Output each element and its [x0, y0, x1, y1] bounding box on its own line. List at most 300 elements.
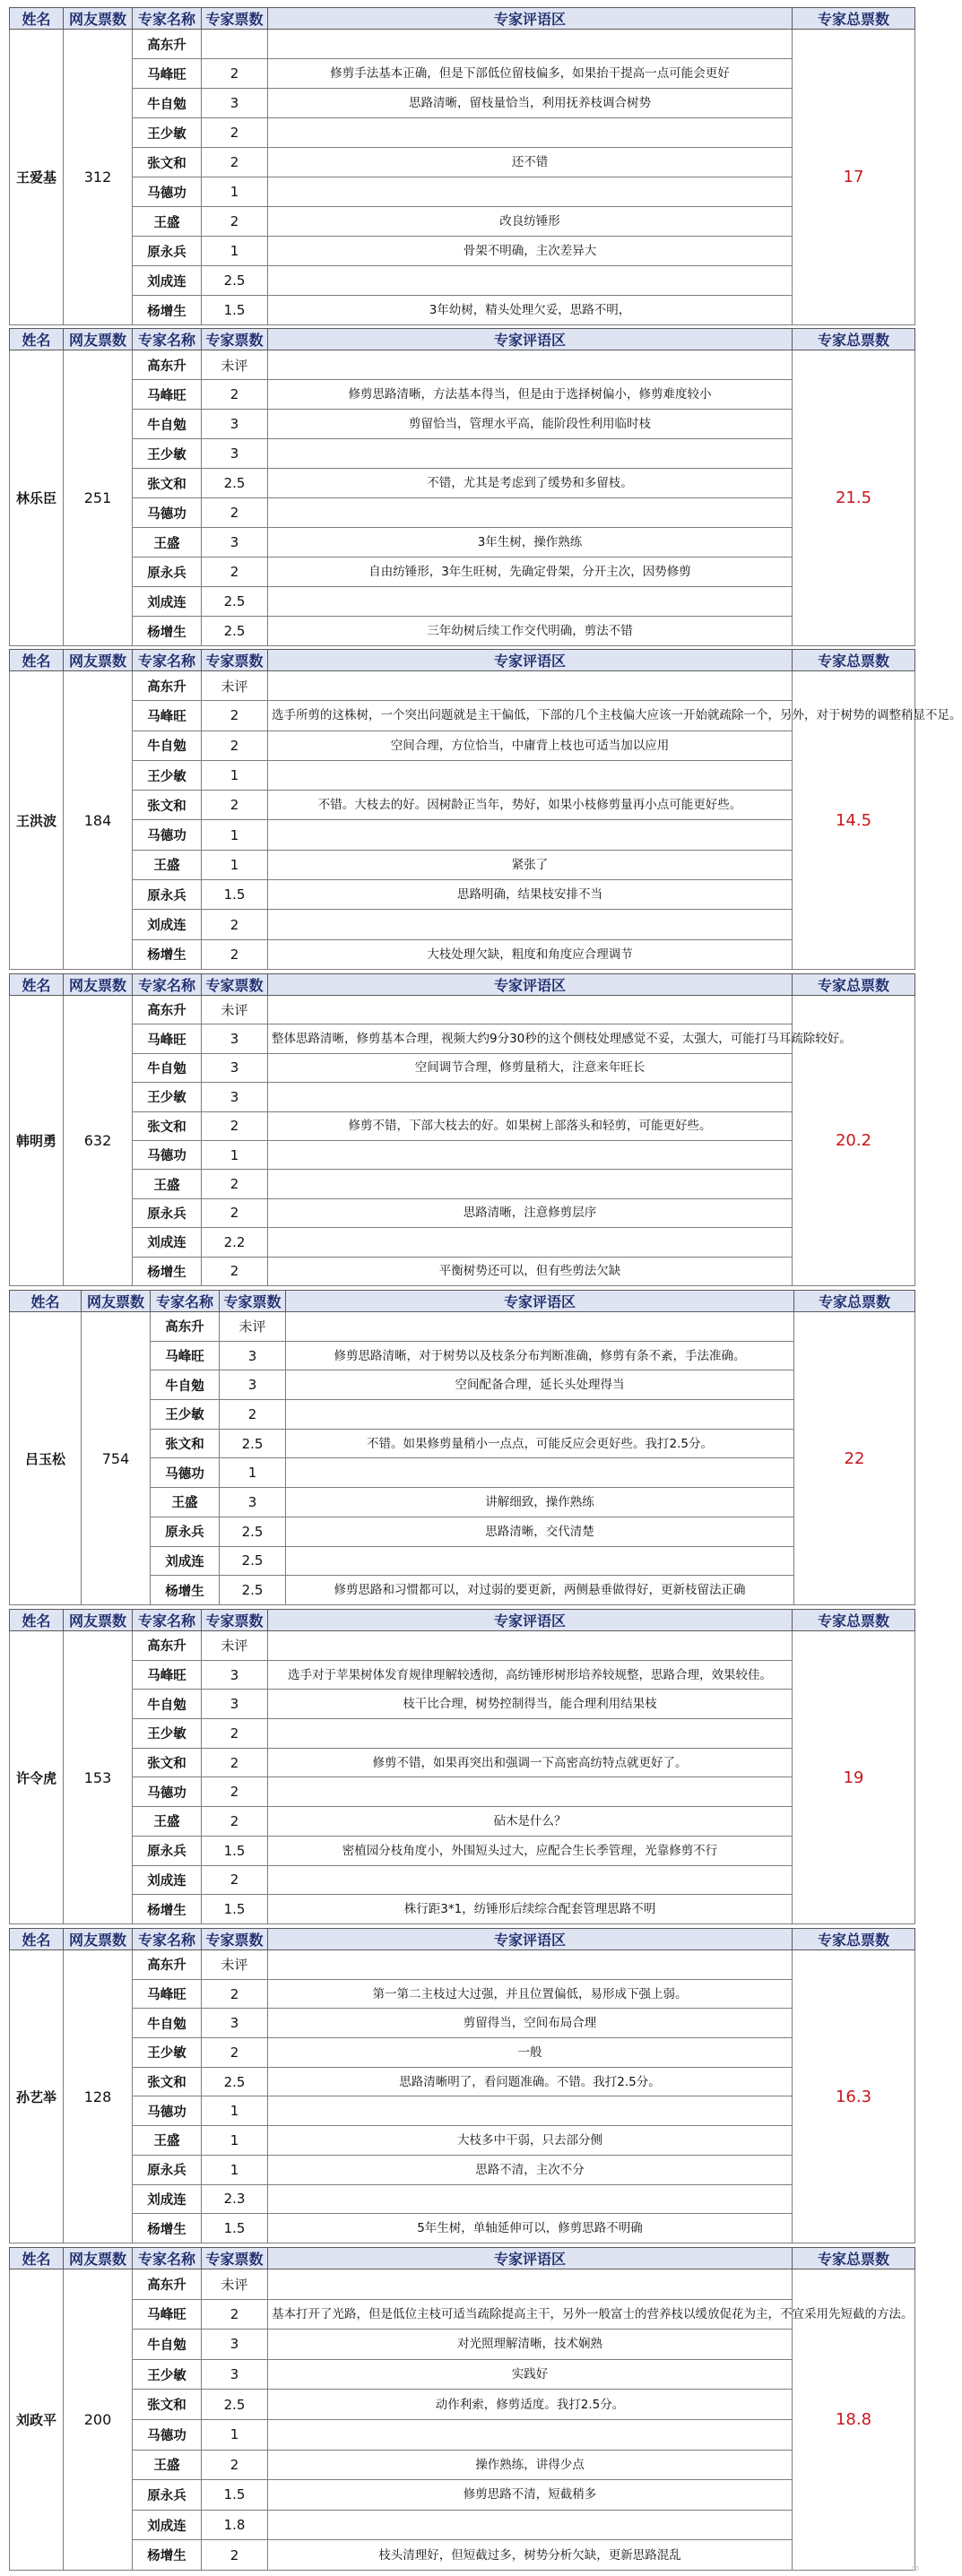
expert-name: 王少敏: [133, 118, 202, 148]
expert-name: 刘成连: [133, 910, 202, 939]
expert-name: 王少敏: [133, 1719, 202, 1749]
table-row: [10, 791, 915, 820]
header-name: 姓名: [10, 650, 64, 671]
expert-name: 马峰旺: [133, 1024, 202, 1053]
expert-name: 刘成连: [133, 587, 202, 617]
expert-name: 杨增生: [133, 617, 202, 646]
table-row: [10, 266, 915, 296]
table-row: [10, 2330, 915, 2360]
expert-score: 1.5: [202, 880, 268, 910]
table-row: [10, 2450, 915, 2480]
contestant-table: [9, 2247, 915, 2571]
expert-total: 19: [793, 1631, 915, 1924]
expert-total: 18.8: [793, 2269, 915, 2571]
table-row: [10, 1228, 915, 1257]
expert-name: 王少敏: [133, 760, 202, 790]
header-total: 专家总票数: [793, 1929, 915, 1950]
expert-comment: [268, 910, 793, 939]
expert-name: 原永兵: [133, 880, 202, 910]
table-row: [10, 469, 915, 498]
expert-name: 张文和: [133, 1111, 202, 1140]
expert-score: 未评: [220, 1312, 286, 1342]
expert-score: 3: [220, 1370, 286, 1400]
header-comment: 专家评语区: [268, 8, 793, 30]
header-total: 专家总票数: [793, 329, 915, 350]
expert-name: 马德功: [133, 820, 202, 850]
header-expert: 专家名称: [133, 8, 202, 30]
table-row: [10, 2067, 915, 2096]
table-row: [10, 1660, 915, 1690]
expert-name: 牛自勉: [133, 410, 202, 439]
expert-score: 2.5: [202, 266, 268, 296]
expert-name: 马峰旺: [151, 1341, 220, 1370]
header-comment: 专家评语区: [268, 1929, 793, 1950]
expert-name: 刘成连: [151, 1546, 220, 1576]
expert-comment: 选手所剪的这株树，一个突出问题就是主干偏低，下部的几个主枝偏大应该一开始就疏除一个，另外，对于树势的调整稍显不足。: [268, 701, 793, 730]
expert-name: 王盛: [133, 1807, 202, 1837]
expert-score: 2: [202, 1111, 268, 1140]
expert-total: 22: [794, 1312, 915, 1605]
watermark: ∞: [911, 2562, 920, 2574]
expert-name: 高东升: [133, 2269, 202, 2300]
expert-score: 2.5: [202, 587, 268, 617]
expert-score: 2.5: [220, 1546, 286, 1576]
expert-name: 张文和: [133, 1748, 202, 1777]
table-row: [10, 1979, 915, 2009]
header-name: 姓名: [10, 2248, 64, 2269]
table-row: [10, 148, 915, 177]
contestant-name: 韩明勇: [10, 996, 64, 1286]
header-expert: 专家名称: [151, 1291, 220, 1312]
expert-total: 14.5: [793, 671, 915, 970]
expert-comment: [268, 498, 793, 528]
expert-name: 马峰旺: [133, 1660, 202, 1690]
expert-score: 1: [202, 2419, 268, 2450]
expert-name: 原永兵: [133, 237, 202, 266]
header-expert-votes: 专家票数: [202, 8, 268, 30]
expert-comment: 一般: [268, 2038, 793, 2068]
table-row: [10, 2359, 915, 2390]
expert-name: 马峰旺: [133, 2299, 202, 2330]
expert-comment: 空间调节合理，修剪量稍大，注意来年旺长: [268, 1053, 793, 1082]
table-row: [10, 2480, 915, 2511]
expert-name: 高东升: [151, 1312, 220, 1342]
expert-comment: [268, 760, 793, 790]
expert-comment: 空间配备合理，延长头处理得当: [286, 1370, 794, 1400]
table-row: [10, 439, 915, 469]
contestant-table: [9, 1928, 915, 2243]
table-row: [10, 2155, 915, 2184]
expert-comment: 对光照理解清晰，技术娴熟: [268, 2330, 793, 2360]
expert-score: 2.5: [220, 1517, 286, 1546]
header-name: 姓名: [10, 1291, 82, 1312]
table-row: [10, 1140, 915, 1169]
expert-comment: 不错，尤其是考虑到了缓势和多留枝。: [268, 469, 793, 498]
expert-score: 2: [202, 2540, 268, 2571]
expert-score: 2: [202, 1257, 268, 1285]
table-row: [10, 1777, 915, 1807]
expert-name: 杨增生: [133, 2214, 202, 2243]
expert-comment: [268, 118, 793, 148]
contestant-table: [9, 328, 915, 646]
expert-score: 2: [202, 207, 268, 237]
expert-comment: 不错。如果修剪量稍小一点点，可能反应会更好些。我打2.5分。: [286, 1429, 794, 1458]
expert-comment: [268, 1083, 793, 1111]
table-row: [10, 30, 915, 59]
table-row: [10, 880, 915, 910]
expert-name: 杨增生: [133, 296, 202, 325]
table-row: [10, 2269, 915, 2300]
contestant-name: 吕玉松: [10, 1312, 82, 1605]
expert-name: 杨增生: [133, 939, 202, 969]
expert-name: 牛自勉: [151, 1370, 220, 1400]
table-row: [10, 1895, 915, 1924]
expert-name: 高东升: [133, 1950, 202, 1980]
expert-score: 1.5: [202, 296, 268, 325]
expert-score: 3: [202, 1083, 268, 1111]
expert-total: 17: [793, 30, 915, 325]
expert-total: 21.5: [793, 350, 915, 646]
expert-name: 原永兵: [133, 2155, 202, 2184]
expert-name: 王盛: [151, 1488, 220, 1517]
expert-score: 2.5: [202, 2067, 268, 2096]
header-expert-votes: 专家票数: [202, 2248, 268, 2269]
header-comment: 专家评语区: [268, 1610, 793, 1631]
expert-name: 王少敏: [133, 2038, 202, 2068]
expert-score: 2: [202, 791, 268, 820]
netizen-votes: 312: [64, 30, 133, 325]
expert-name: 原永兵: [151, 1517, 220, 1546]
netizen-votes: 153: [64, 1631, 133, 1924]
header-expert: 专家名称: [133, 329, 202, 350]
header-expert-votes: 专家票数: [202, 1929, 268, 1950]
expert-comment: 剪留恰当，管理水平高，能阶段性利用临时枝: [268, 410, 793, 439]
expert-name: 杨增生: [151, 1576, 220, 1605]
expert-name: 张文和: [133, 2390, 202, 2420]
table-row: [10, 237, 915, 266]
contestant-name: 王洪波: [10, 671, 64, 970]
expert-name: 王盛: [133, 1170, 202, 1198]
expert-name: 王盛: [133, 2126, 202, 2156]
expert-score: 3: [202, 89, 268, 118]
expert-name: 杨增生: [133, 1895, 202, 1924]
expert-score: 2: [202, 730, 268, 760]
expert-name: 张文和: [133, 469, 202, 498]
expert-comment: 整体思路清晰，修剪基本合理，视频大约9分30秒的这个侧枝处理感觉不妥，太强大，可能打马耳疏除较好。: [268, 1024, 793, 1053]
expert-total: 20.2: [793, 996, 915, 1286]
expert-comment: 思路不清，主次不分: [268, 2155, 793, 2184]
table-row: [10, 1719, 915, 1749]
expert-name: 牛自勉: [133, 730, 202, 760]
expert-comment: 砧木是什么？: [268, 1807, 793, 1837]
expert-comment: 修剪不错，下部大枝去的好。如果树上部落头和轻剪，可能更好些。: [268, 1111, 793, 1140]
expert-comment: 剪留得当，空间布局合理: [268, 2009, 793, 2038]
expert-comment: 株行距3*1，纺锤形后续综合配套管理思路不明: [268, 1895, 793, 1924]
expert-score: 2.5: [202, 617, 268, 646]
netizen-votes: 251: [64, 350, 133, 646]
table-row: [10, 1170, 915, 1198]
header-name: 姓名: [10, 1929, 64, 1950]
expert-comment: [268, 350, 793, 380]
table-row: [10, 118, 915, 148]
expert-comment: [268, 1777, 793, 1807]
expert-score: 未评: [202, 1950, 268, 1980]
header-votes: 网友票数: [64, 8, 133, 30]
expert-score: 2: [202, 118, 268, 148]
expert-score: 1: [220, 1458, 286, 1488]
expert-name: 原永兵: [133, 2480, 202, 2511]
expert-score: 2.2: [202, 1228, 268, 1257]
expert-total: 16.3: [793, 1950, 915, 2243]
expert-score: [202, 30, 268, 59]
expert-name: 马德功: [133, 498, 202, 528]
expert-name: 刘成连: [133, 2184, 202, 2214]
expert-score: 2: [202, 148, 268, 177]
expert-name: 高东升: [133, 350, 202, 380]
expert-comment: [268, 1228, 793, 1257]
expert-score: 1: [202, 2096, 268, 2126]
expert-name: 高东升: [133, 996, 202, 1024]
table-row: [10, 177, 915, 207]
contestant-table: [9, 7, 915, 325]
expert-score: 2.3: [202, 2184, 268, 2214]
expert-score: 1: [202, 2155, 268, 2184]
table-row: [10, 617, 915, 646]
expert-score: 1: [202, 237, 268, 266]
expert-score: 1: [202, 760, 268, 790]
expert-name: 马德功: [133, 2096, 202, 2126]
expert-score: 1.5: [202, 1895, 268, 1924]
table-row: [10, 671, 915, 701]
expert-comment: 思路清晰，交代清楚: [286, 1517, 794, 1546]
table-row: [10, 939, 915, 969]
expert-name: 杨增生: [133, 1257, 202, 1285]
expert-score: 1: [202, 850, 268, 879]
table-row: [10, 1836, 915, 1865]
expert-comment: 第一第二主枝过大过强，并且位置偏低，易形成下强上弱。: [268, 1979, 793, 2009]
expert-score: 未评: [202, 671, 268, 701]
expert-name: 刘成连: [133, 1228, 202, 1257]
table-row: [10, 1257, 915, 1285]
expert-comment: [268, 1631, 793, 1661]
expert-name: 杨增生: [133, 2540, 202, 2571]
expert-comment: 思路明确，结果枝安排不当: [268, 880, 793, 910]
expert-comment: 修剪思路清晰，方法基本得当，但是由于选择树偏小，修剪难度较小: [268, 380, 793, 410]
expert-name: 高东升: [133, 30, 202, 59]
header-expert-votes: 专家票数: [202, 329, 268, 350]
expert-score: 3: [202, 2009, 268, 2038]
expert-score: 3: [202, 2359, 268, 2390]
expert-score: 3: [202, 1024, 268, 1053]
expert-name: 原永兵: [133, 1836, 202, 1865]
expert-score: 3: [202, 410, 268, 439]
header-votes: 网友票数: [64, 1929, 133, 1950]
expert-comment: [268, 1140, 793, 1169]
table-row: [10, 730, 915, 760]
expert-name: 张文和: [133, 148, 202, 177]
expert-comment: 动作利索，修剪适度。我打2.5分。: [268, 2390, 793, 2420]
expert-comment: [268, 2096, 793, 2126]
expert-comment: [268, 671, 793, 701]
expert-name: 马峰旺: [133, 59, 202, 89]
expert-score: 2: [202, 498, 268, 528]
expert-score: 未评: [202, 350, 268, 380]
expert-comment: 修剪手法基本正确，但是下部低位留枝偏多，如果抬干提高一点可能会更好: [268, 59, 793, 89]
table-row: [10, 380, 915, 410]
header-expert-votes: 专家票数: [202, 650, 268, 671]
expert-comment: 3年生树，操作熟练: [268, 528, 793, 558]
header-votes: 网友票数: [64, 650, 133, 671]
header-expert-votes: 专家票数: [202, 1610, 268, 1631]
expert-comment: 思路清晰明了，看问题准确。不错。我打2.5分。: [268, 2067, 793, 2096]
header-votes: 网友票数: [64, 329, 133, 350]
contestant-table: [9, 649, 962, 970]
expert-score: 3: [220, 1341, 286, 1370]
table-row: [10, 528, 915, 558]
expert-comment: 枝头清理好，但短截过多，树势分析欠缺，更新思路混乱: [268, 2540, 793, 2571]
expert-comment: 密植园分枝角度小，外围短头过大，应配合生长季管理，光靠修剪不行: [268, 1836, 793, 1865]
contestant-table: [9, 973, 915, 1286]
header-comment: 专家评语区: [268, 650, 793, 671]
expert-name: 牛自勉: [133, 2330, 202, 2360]
expert-score: 3: [202, 439, 268, 469]
expert-score: 2: [202, 1979, 268, 2009]
header-name: 姓名: [10, 8, 64, 30]
table-row: [10, 350, 915, 380]
expert-comment: [268, 1950, 793, 1980]
contestant-name: 王爱基: [10, 30, 64, 325]
expert-name: 马德功: [133, 1777, 202, 1807]
expert-score: 3: [202, 528, 268, 558]
expert-comment: 3年幼树，精头处理欠妥，思路不明，: [268, 296, 793, 325]
expert-comment: [286, 1312, 794, 1342]
expert-score: 2: [202, 910, 268, 939]
expert-comment: 紧张了: [268, 850, 793, 879]
table-row: [10, 1807, 915, 1837]
expert-score: 1.8: [202, 2510, 268, 2540]
expert-comment: [268, 2510, 793, 2540]
table-row: [10, 2540, 915, 2571]
table-row: [10, 996, 915, 1024]
expert-name: 王少敏: [133, 1083, 202, 1111]
header-name: 姓名: [10, 974, 64, 996]
expert-name: 马德功: [133, 177, 202, 207]
expert-comment: 基本打开了光路，但是低位主枝可适当疏除提高主干，另外一般富士的营养枝以缓放促花为主，不宜采用先短截的方法。: [268, 2299, 793, 2330]
expert-comment: 实践好: [268, 2359, 793, 2390]
expert-comment: 操作熟练，讲得少点: [268, 2450, 793, 2480]
header-votes: 网友票数: [64, 974, 133, 996]
contestant-name: 刘政平: [10, 2269, 64, 2571]
expert-score: 2: [202, 1807, 268, 1837]
expert-comment: [268, 820, 793, 850]
header-total: 专家总票数: [793, 650, 915, 671]
expert-comment: 思路清晰，留枝量恰当，利用抚养枝调合树势: [268, 89, 793, 118]
expert-name: 张文和: [151, 1429, 220, 1458]
expert-score: 2.5: [202, 469, 268, 498]
expert-name: 王少敏: [133, 439, 202, 469]
expert-name: 张文和: [133, 791, 202, 820]
expert-comment: 骨架不明确，主次差异大: [268, 237, 793, 266]
header-votes: 网友票数: [64, 1610, 133, 1631]
expert-name: 高东升: [133, 671, 202, 701]
expert-name: 刘成连: [133, 1865, 202, 1895]
expert-comment: 枝干比合理，树势控制得当，能合理利用结果枝: [268, 1690, 793, 1719]
expert-comment: [268, 1170, 793, 1198]
table-row: [10, 2510, 915, 2540]
table-row: [10, 2184, 915, 2214]
expert-score: 1.5: [202, 1836, 268, 1865]
table-row: [10, 1690, 915, 1719]
expert-comment: [268, 1865, 793, 1895]
expert-score: 1.5: [202, 2214, 268, 2243]
expert-score: 2: [202, 1777, 268, 1807]
expert-name: 张文和: [133, 2067, 202, 2096]
contestant-table: [9, 1609, 915, 1924]
expert-score: 2: [202, 1719, 268, 1749]
expert-score: 1: [202, 1140, 268, 1169]
expert-comment: [286, 1546, 794, 1576]
expert-comment: [268, 177, 793, 207]
header-total: 专家总票数: [793, 2248, 915, 2269]
netizen-votes: 128: [64, 1950, 133, 2243]
table-row: [10, 1950, 915, 1980]
table-row: [10, 2419, 915, 2450]
expert-name: 马峰旺: [133, 380, 202, 410]
expert-comment: [268, 2419, 793, 2450]
expert-score: 2.5: [220, 1576, 286, 1605]
expert-name: 牛自勉: [133, 1053, 202, 1082]
netizen-votes: 754: [82, 1312, 151, 1605]
expert-comment: [268, 30, 793, 59]
expert-name: 牛自勉: [133, 2009, 202, 2038]
table-row: [10, 2009, 915, 2038]
table-row: [10, 2214, 915, 2243]
expert-score: 2: [220, 1400, 286, 1430]
expert-name: 王少敏: [133, 2359, 202, 2390]
expert-name: 王盛: [133, 207, 202, 237]
header-expert: 专家名称: [133, 1929, 202, 1950]
table-row: [10, 1024, 915, 1053]
expert-comment: 思路清晰，注意修剪层序: [268, 1198, 793, 1227]
expert-score: 2: [202, 59, 268, 89]
expert-name: 王盛: [133, 2450, 202, 2480]
expert-comment: 5年生树，单轴延伸可以，修剪思路不明确: [268, 2214, 793, 2243]
expert-comment: 还不错: [268, 148, 793, 177]
header-total: 专家总票数: [793, 1610, 915, 1631]
contestant-table: [9, 1290, 915, 1605]
expert-comment: [286, 1400, 794, 1430]
expert-comment: 大枝处理欠缺，粗度和角度应合理调节: [268, 939, 793, 969]
table-row: [10, 1865, 915, 1895]
expert-comment: 改良纺锤形: [268, 207, 793, 237]
expert-name: 王盛: [133, 850, 202, 879]
expert-score: 2: [202, 1748, 268, 1777]
table-row: [10, 2096, 915, 2126]
expert-name: 王少敏: [151, 1400, 220, 1430]
table-row: [10, 89, 915, 118]
expert-comment: 修剪思路和习惯都可以，对过弱的要更新，两侧悬垂做得好，更新枝留法正确: [286, 1576, 794, 1605]
expert-score: 2: [202, 2038, 268, 2068]
expert-score: 未评: [202, 1631, 268, 1661]
expert-score: 3: [202, 1053, 268, 1082]
expert-score: 2: [202, 558, 268, 587]
expert-score: 2: [202, 2299, 268, 2330]
expert-score: 2: [202, 380, 268, 410]
expert-score: 2: [202, 701, 268, 730]
expert-name: 马德功: [151, 1458, 220, 1488]
expert-comment: 大枝多中干弱，只去部分侧: [268, 2126, 793, 2156]
netizen-votes: 200: [64, 2269, 133, 2571]
